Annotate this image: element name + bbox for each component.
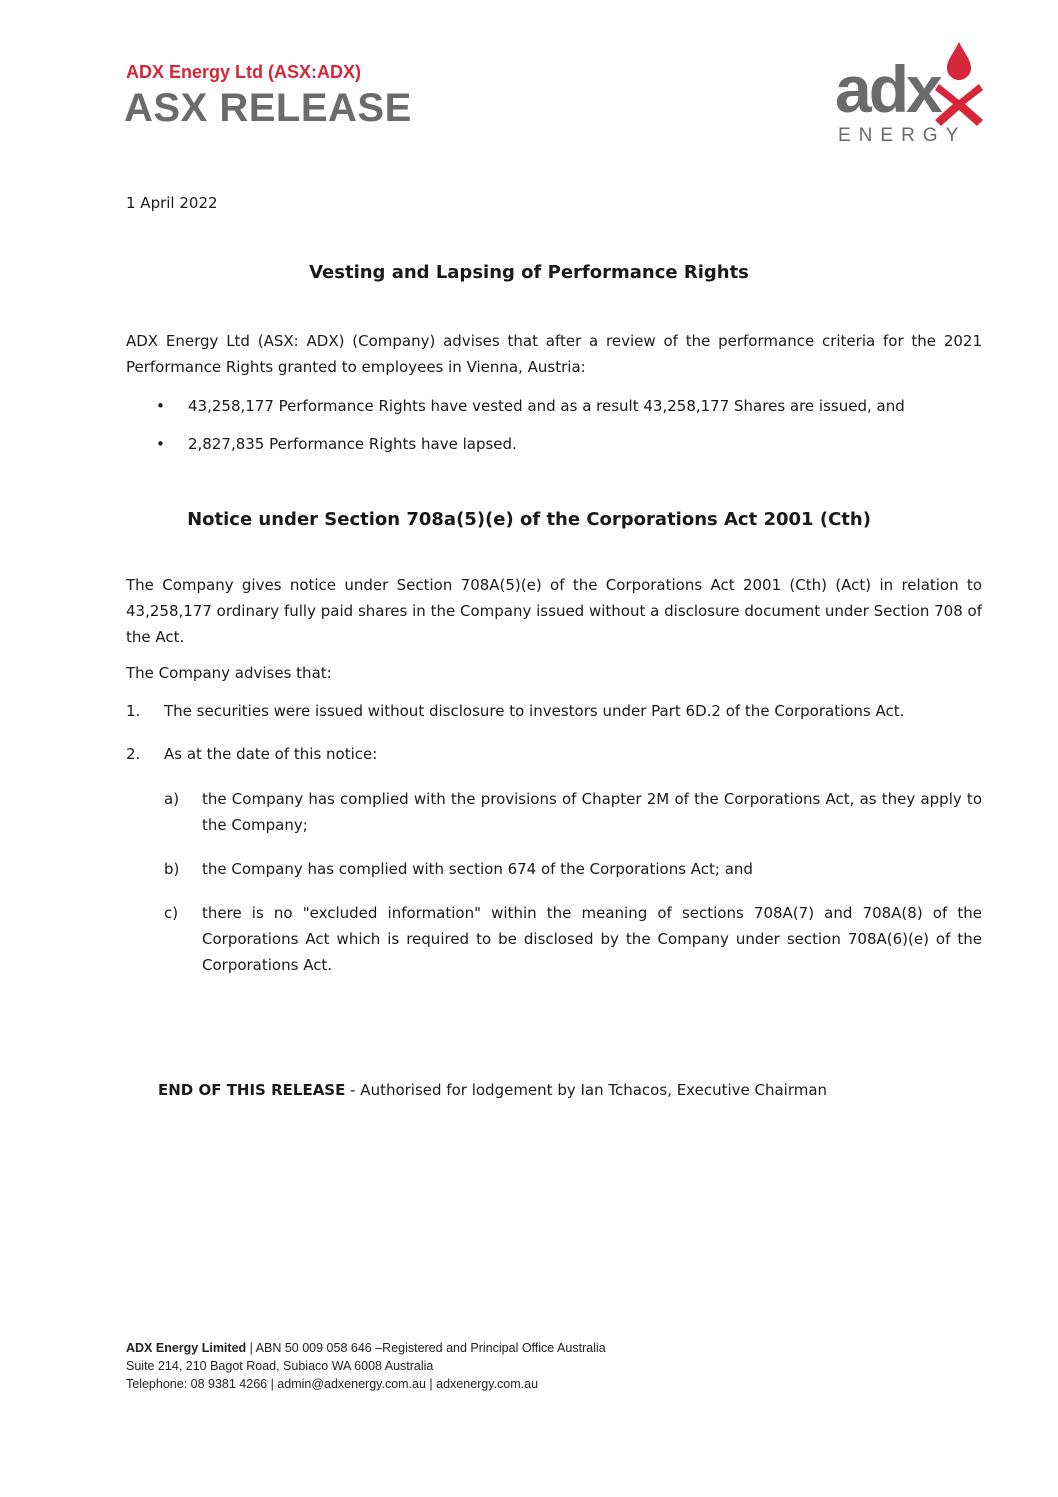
notice-paragraph: The Company gives notice under Section 708A(5)(e) of the Corporations Act 2001 (Cth) (Act) in relation to 43,258,177 ordinary fully paid shares in the Company issued without a disclosure document under Section 708 of the Act.: [126, 576, 982, 646]
release-title: ASX RELEASE: [124, 86, 412, 130]
logo-wordmark: adx: [835, 52, 940, 126]
bullet-icon: •: [156, 397, 165, 415]
bullet-text: 43,258,177 Performance Rights have vested and as a result 43,258,177 Shares are issued, and: [188, 397, 905, 415]
bullet-icon: •: [156, 435, 165, 453]
footer-address: Suite 214, 210 Bagot Road, Subiaco WA 6008 Australia: [126, 1359, 434, 1373]
logo-x-accent: [935, 84, 983, 126]
item-text: The securities were issued without disclosure to investors under Part 6D.2 of the Corporations Act.: [164, 702, 905, 720]
end-of-release-line: [158, 1081, 827, 1099]
release-date: 1 April 2022: [126, 194, 218, 212]
section-heading-vesting: Vesting and Lapsing of Performance Rights: [309, 262, 749, 283]
item-number: 1.: [126, 702, 141, 720]
logo-subtext: ENERGY: [838, 125, 967, 145]
footer: [126, 1339, 606, 1393]
footer-contact: Telephone: 08 9381 4266 | admin@adxenergy.com.au | adxenergy.com.au: [126, 1377, 539, 1391]
adx-energy-logo: [835, 40, 985, 145]
bullet-text: 2,827,835 Performance Rights have lapsed.: [188, 435, 517, 453]
item-text: As at the date of this notice:: [164, 745, 378, 763]
end-bold-label: END OF THIS RELEASE: [158, 1081, 346, 1099]
company-line: ADX Energy Ltd (ASX:ADX): [126, 62, 362, 82]
subitem-letter: c): [164, 904, 179, 922]
flame-drop-icon: [947, 42, 971, 80]
end-authorisation-text: - Authorised for lodgement by Ian Tchacos, Executive Chairman: [345, 1081, 828, 1099]
subitem-text: the Company has complied with section 674 of the Corporations Act; and: [202, 860, 753, 878]
intro-paragraph: ADX Energy Ltd (ASX: ADX) (Company) advises that after a review of the performance criteria for the 2021 Performance Rights granted to employees in Vienna, Austria:: [126, 332, 982, 376]
item-number: 2.: [126, 745, 141, 763]
footer-line-1: [126, 1339, 606, 1357]
footer-abn: | ABN 50 009 058 646 –Registered and Principal Office Australia: [246, 1341, 606, 1355]
advises-paragraph: The Company advises that:: [126, 664, 332, 682]
subitem-text: the Company has complied with the provisions of Chapter 2M of the Corporations Act, as they apply to the Company;: [202, 790, 982, 834]
section-heading-notice: Notice under Section 708a(5)(e) of the Corporations Act 2001 (Cth): [187, 509, 871, 530]
subitem-letter: a): [164, 790, 180, 808]
subitem-text: there is no "excluded information" within the meaning of sections 708A(7) and 708A(8) of the Corporations Act which is required to be disclosed by the Company under section 708A(6)(e) of the Corporations Act.: [202, 904, 982, 974]
subitem-letter: b): [164, 860, 180, 878]
footer-company: ADX Energy Limited: [126, 1341, 247, 1355]
